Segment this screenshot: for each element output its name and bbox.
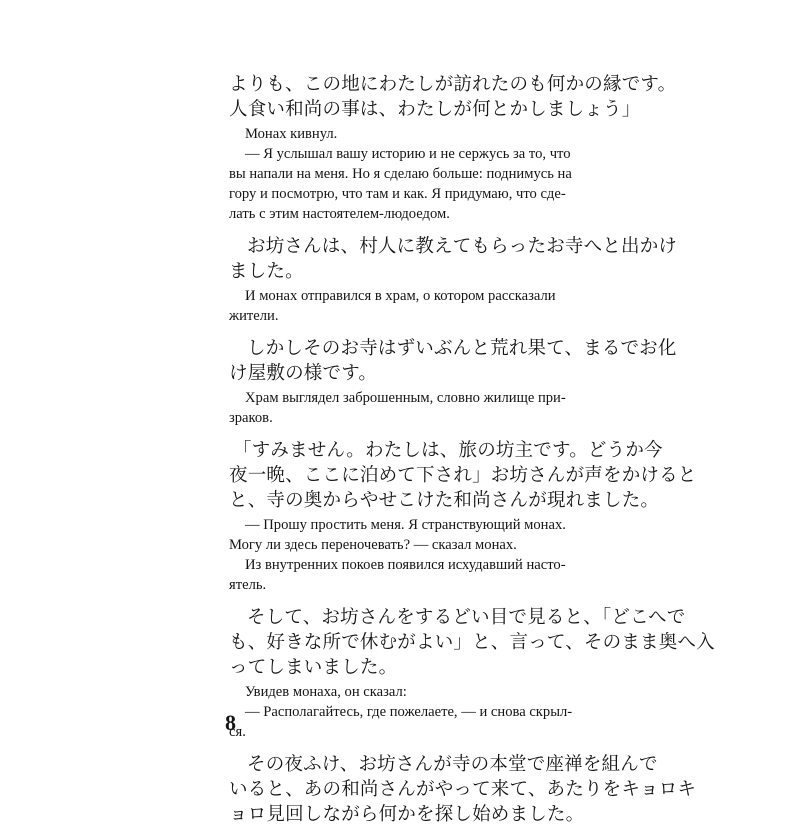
- text-line: 「すみません。わたしは、旅の坊主です。どうか今: [233, 440, 663, 461]
- text-line: жители.: [229, 308, 279, 324]
- text-line: そして、お坊さんをするどい目で見ると、「どこへで: [247, 607, 686, 628]
- text-line: と、寺の奥からやせこけた和尚さんが現れました。: [229, 490, 660, 511]
- text-line: ってしまいました。: [229, 657, 398, 678]
- text-line: Монах кивнул.: [245, 126, 338, 142]
- text-line: その夜ふけ、お坊さんが寺の本堂で座禅を組んで: [247, 754, 658, 775]
- russian-paragraph-3: [229, 388, 595, 428]
- text-line: ました。: [229, 261, 304, 282]
- text-line: 夜一晩、ここに泊めて下され」お坊さんが声をかけると: [229, 465, 697, 486]
- text-line: Из внутренних покоев появился исхудавший насто-: [245, 557, 566, 573]
- text-line: 人食い和尚の事は、わたしが何とかしましょう」: [229, 99, 641, 120]
- text-line: — Располагайтесь, где пожелаете, — и снова скрыл-: [245, 704, 573, 720]
- text-line: ятель.: [229, 577, 267, 593]
- russian-paragraph-1: [229, 124, 595, 224]
- text-line: しかしそのお寺はずいぶんと荒れ果て、まるでお化: [247, 338, 677, 359]
- text-line: Храм выглядел заброшенным, словно жилище при-: [245, 390, 566, 406]
- text-line: ョロ見回しながら何かを探し始めました。: [229, 804, 585, 825]
- text-line: ся.: [229, 724, 246, 740]
- page-number: 8: [225, 710, 236, 735]
- russian-paragraph-4: [229, 515, 595, 595]
- text-line: よりも、この地にわたしが訪れたのも何かの縁です。: [229, 74, 677, 95]
- text-line: гору и посмотрю, что там и как. Я придумаю, что сде-: [229, 186, 566, 202]
- japanese-paragraph-2: [229, 234, 678, 284]
- japanese-paragraph-6: [229, 752, 697, 827]
- text-line: Увидев монаха, он сказал:: [245, 684, 407, 700]
- japanese-paragraph-5: [229, 605, 715, 680]
- text-line: вы напали на меня. Но я сделаю больше: поднимусь на: [229, 166, 572, 182]
- page-text-column: [229, 72, 715, 827]
- text-line: лать с этим настоятелем-людоедом.: [229, 206, 450, 222]
- russian-paragraph-2: [229, 286, 595, 326]
- japanese-paragraph-4: [229, 438, 697, 513]
- text-line: お坊さんは、村人に教えてもらったお寺へと出かけ: [247, 236, 678, 257]
- text-line: — Я услышал вашу историю и не сержусь за то, что: [245, 146, 571, 162]
- text-line: いると、あの和尚さんがやって来て、あたりをキョロキ: [229, 779, 697, 800]
- text-line: — Прошу простить меня. Я странствующий монах.: [245, 517, 566, 533]
- text-line: И монах отправился в храм, о котором рассказали: [245, 288, 556, 304]
- text-line: зраков.: [229, 410, 273, 426]
- text-line: け屋敷の様です。: [229, 363, 378, 384]
- text-line: も、好きな所で休むがよい」と、言って、そのまま奥へ入: [229, 632, 715, 653]
- text-line: Могу ли здесь переночевать? — сказал монах.: [229, 537, 517, 553]
- japanese-paragraph-1: [229, 72, 677, 122]
- russian-paragraph-5: [229, 682, 595, 742]
- japanese-paragraph-3: [229, 336, 677, 386]
